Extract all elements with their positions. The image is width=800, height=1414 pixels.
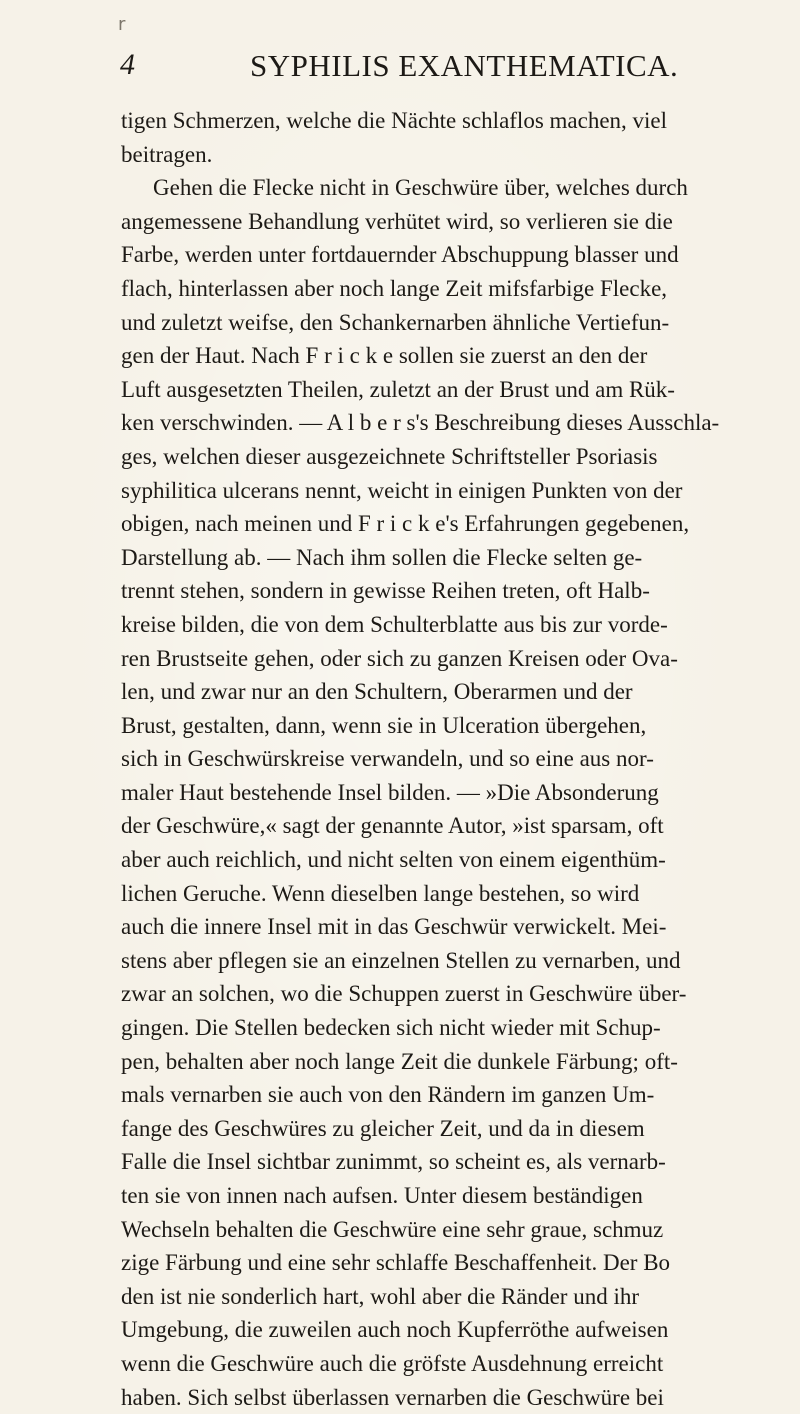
text-line: zwar an solchen, wo die Schuppen zuerst in Geschwüre über- xyxy=(121,981,687,1007)
running-title: SYPHILIS EXANTHEMATICA. xyxy=(250,48,679,83)
text-line: ten sie von innen nach aufsen. Unter diesem beständigen xyxy=(121,1183,643,1208)
text-line: tigen Schmerzen, welche die Nächte schlaflos machen, viel xyxy=(121,108,668,133)
text-line: und zuletzt weifse, den Schankernarben ähnliche Vertiefun- xyxy=(121,309,670,335)
text-line: Farbe, werden unter fortdauernder Abschuppung blasser und xyxy=(121,242,679,268)
text-line: wenn die Geschwüre auch die gröfste Ausdehnung erreicht xyxy=(121,1350,664,1376)
text-line: sich in Geschwürskreise verwandeln, und so eine aus nor- xyxy=(121,746,654,772)
text-line: beitragen. xyxy=(121,141,213,167)
text-line: den ist nie sonderlich hart, wohl aber die Ränder und ihr xyxy=(121,1283,639,1309)
text-line: Umgebung, die zuweilen auch noch Kupferröthe aufweisen xyxy=(121,1317,669,1343)
text-line: kreise bilden, die von dem Schulterblatte aus bis zur vorde- xyxy=(121,611,668,637)
text-line: stens aber pflegen sie an einzelnen Stellen zu vernarben, und xyxy=(121,947,681,973)
text-line: auch die innere Insel mit in das Geschwür verwickelt. Mei- xyxy=(121,914,667,940)
text-line: ges, welchen dieser ausgezeichnete Schriftsteller Psoriasis xyxy=(121,443,658,469)
page-number: 4 xyxy=(120,48,135,81)
text-line: syphilitica ulcerans nennt, weicht in einigen Punkten von der xyxy=(121,477,683,503)
text-line: aber auch reichlich, und nicht selten von einem eigenthüm- xyxy=(121,847,666,873)
text-line: pen, behalten aber noch lange Zeit die dunkele Färbung; oft- xyxy=(121,1048,678,1074)
text-line: lichen Geruche. Wenn dieselben lange bestehen, so wird xyxy=(121,880,640,906)
text-line: obigen, nach meinen und F r i c k e's Erfahrungen gegebenen, xyxy=(121,511,690,537)
text-line: Brust, gestalten, dann, wenn sie in Ulceration übergehen, xyxy=(121,712,647,738)
text-line: Luft ausgesetzten Theilen, zuletzt an der Brust und am Rük- xyxy=(121,376,675,402)
text-line: flach, hinterlassen aber noch lange Zeit mifsfarbige Flecke, xyxy=(121,275,668,301)
text-line: angemessene Behandlung verhütet wird, so verlieren sie die xyxy=(121,208,673,234)
page-header xyxy=(120,48,760,88)
text-line: Wechseln behalten die Geschwüre eine sehr graue, schmuz xyxy=(121,1216,664,1242)
text-line: Gehen die Flecke nicht in Geschwüre über, welches durch xyxy=(153,175,688,201)
text-line: gingen. Die Stellen bedecken sich nicht wieder mit Schup- xyxy=(121,1015,661,1041)
text-line: maler Haut bestehende Insel bilden. — »Die Absonderung xyxy=(121,779,659,805)
text-line: gen der Haut. Nach F r i c k e sollen sie zuerst an den der xyxy=(121,343,648,369)
corner-mark: r xyxy=(118,14,126,35)
text-line: ken verschwinden. — A l b e r s's Beschreibung dieses Ausschla- xyxy=(121,410,720,436)
text-line: len, und zwar nur an den Schultern, Oberarmen und der xyxy=(121,679,633,705)
text-line: Falle die Insel sichtbar zunimmt, so scheint es, als vernarb- xyxy=(121,1149,666,1175)
text-line: haben. Sich selbst überlassen vernarben die Geschwüre bei xyxy=(121,1384,664,1410)
body-text xyxy=(121,104,771,1414)
text-line: ren Brustseite gehen, oder sich zu ganzen Kreisen oder Ova- xyxy=(121,645,678,671)
text-line: mals vernarben sie auch von den Rändern im ganzen Um- xyxy=(121,1082,655,1108)
text-line: Darstellung ab. — Nach ihm sollen die Flecke selten ge- xyxy=(121,544,643,570)
text-line: zige Färbung und eine sehr schlaffe Beschaffenheit. Der Bo xyxy=(121,1250,671,1276)
text-line: fange des Geschwüres zu gleicher Zeit, und da in diesem xyxy=(121,1115,645,1141)
text-line: trennt stehen, sondern in gewisse Reihen treten, oft Halb- xyxy=(121,578,650,604)
text-line: der Geschwüre,« sagt der genannte Autor, »ist sparsam, oft xyxy=(121,813,664,839)
